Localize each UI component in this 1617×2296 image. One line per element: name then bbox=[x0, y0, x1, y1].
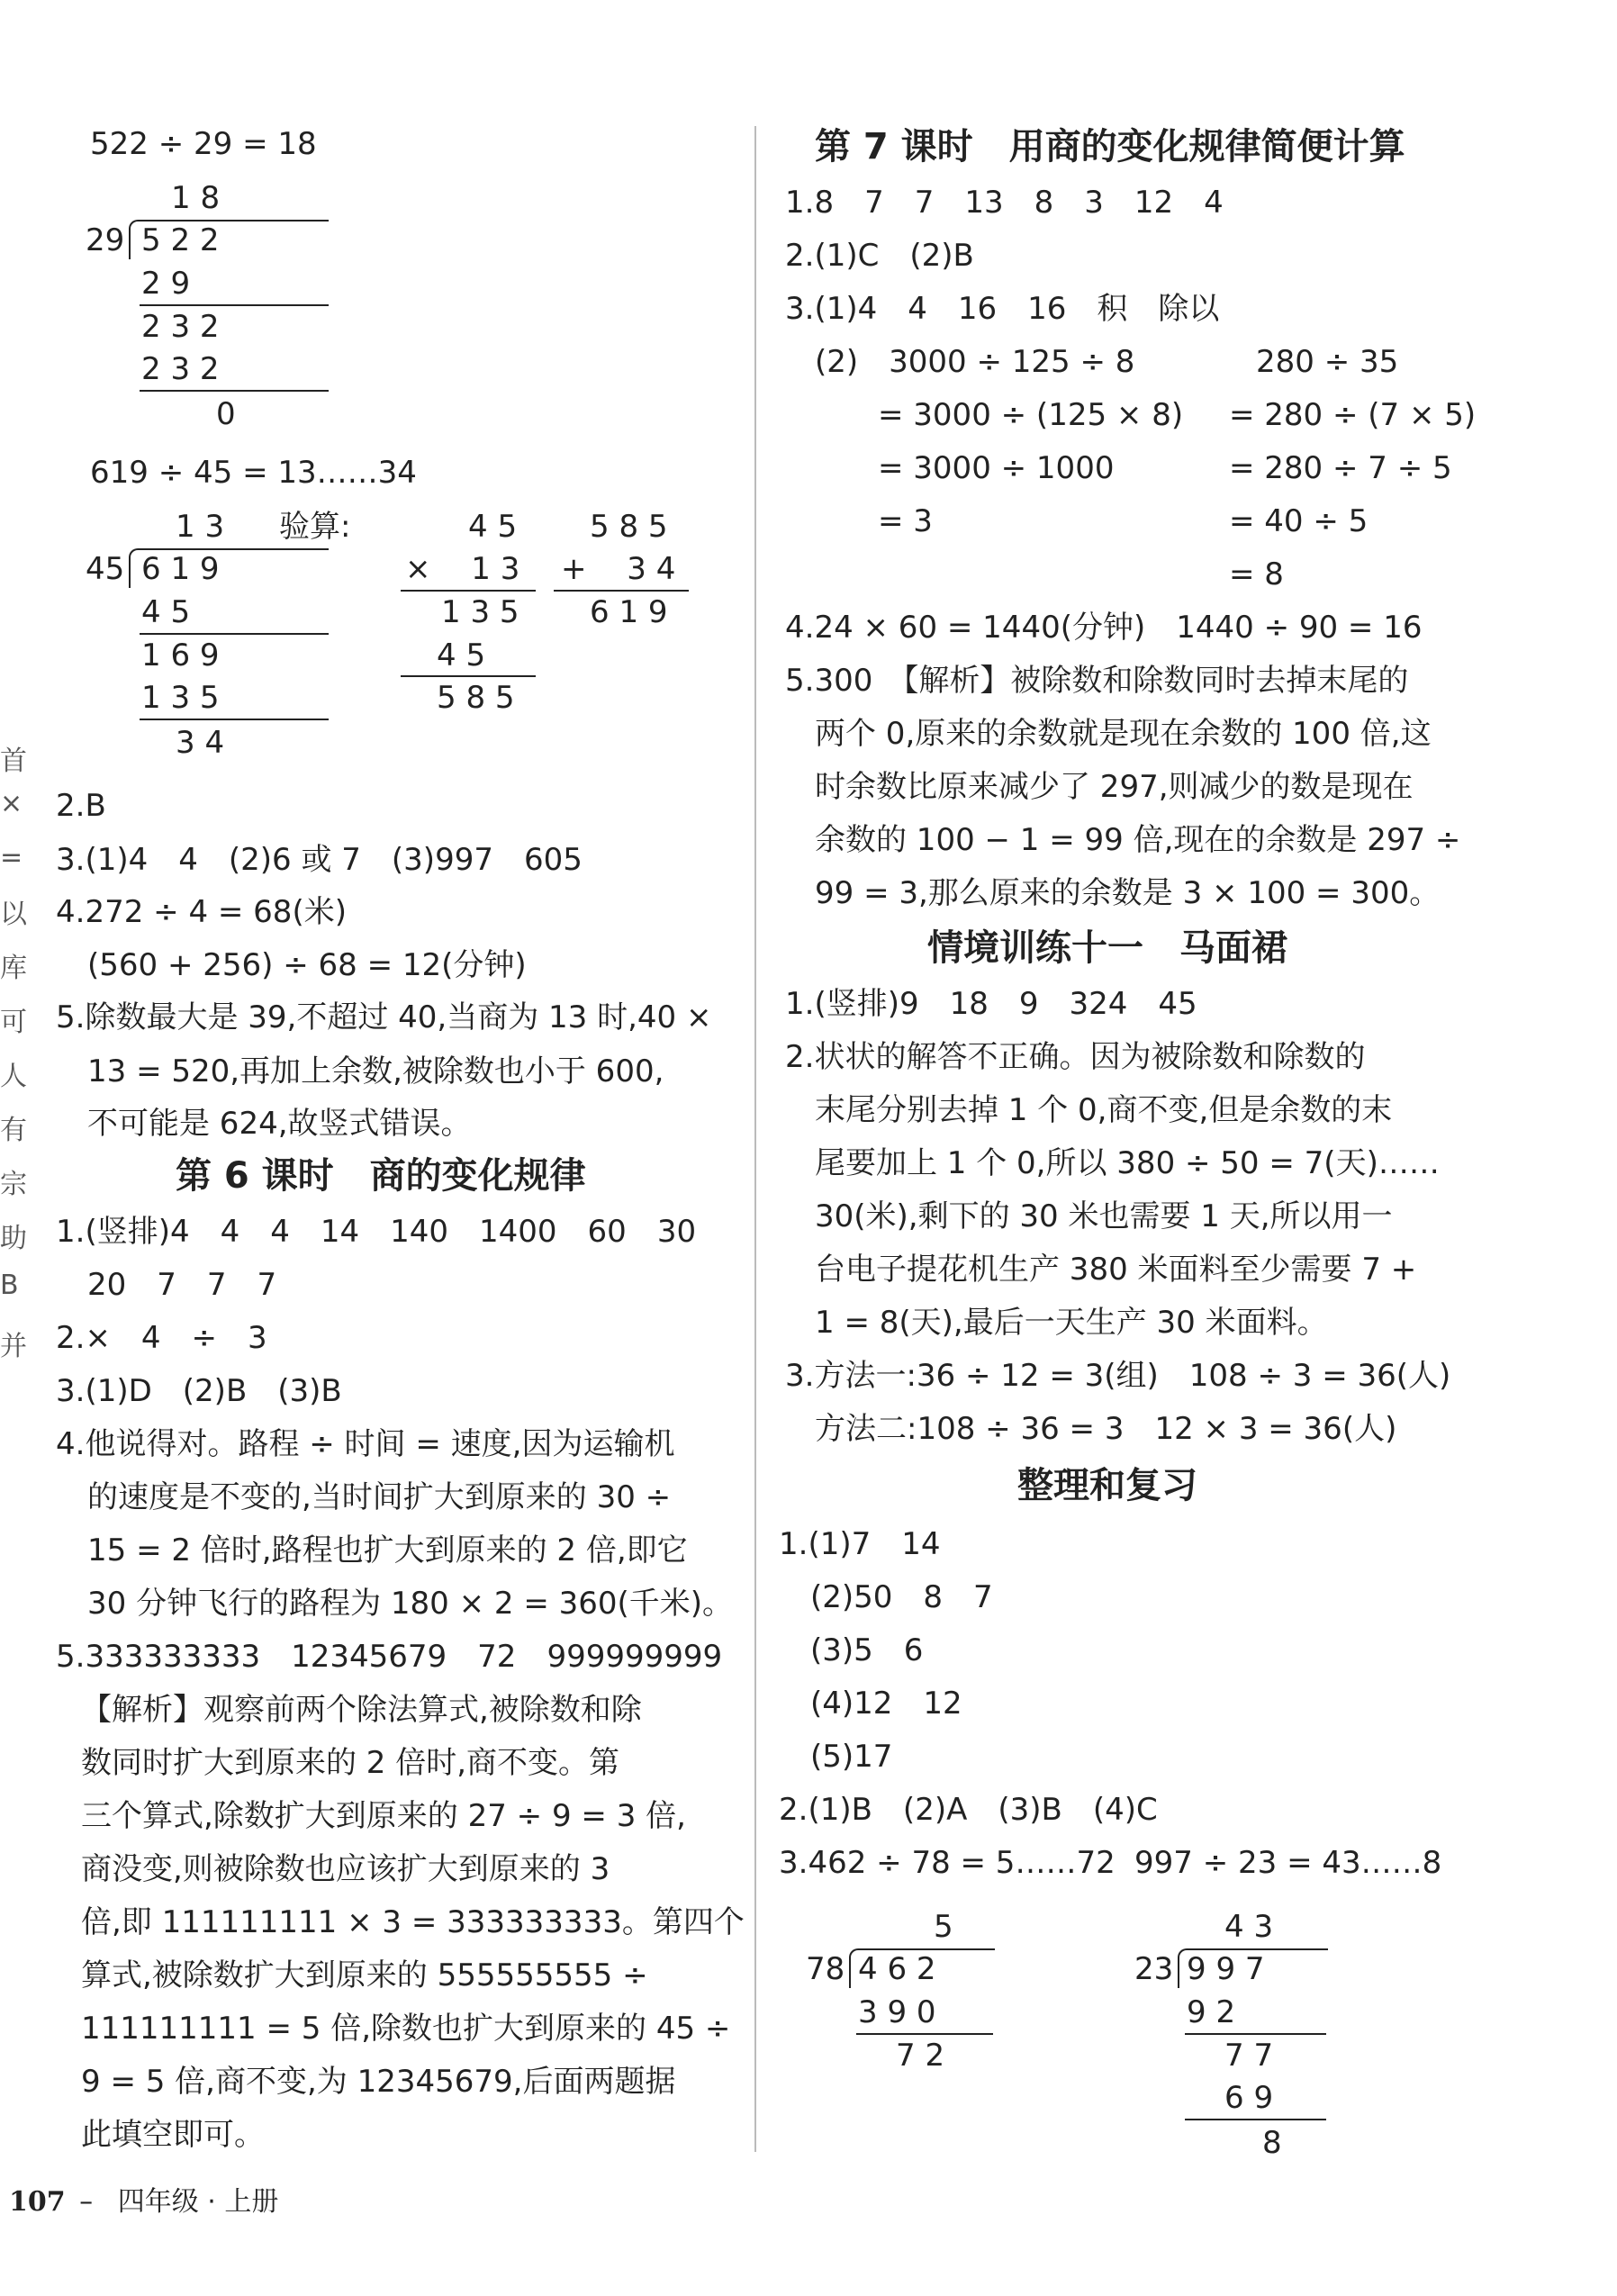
check-mult-row: 5 8 5 bbox=[437, 680, 515, 716]
divisor: 29 bbox=[86, 222, 125, 258]
calc-line: = 8 bbox=[1229, 556, 1284, 592]
step: 7 7 bbox=[1224, 2038, 1274, 2074]
answer-line: 此填空即可。 bbox=[81, 2117, 265, 2153]
check-rule bbox=[401, 590, 536, 592]
calc-line: = 3 bbox=[878, 503, 933, 539]
answer-line: 2.× 4 ÷ 3 bbox=[56, 1320, 267, 1356]
division-rule bbox=[140, 304, 329, 306]
calc-line: 280 ÷ 35 bbox=[1256, 344, 1399, 380]
edge-char: 以 bbox=[0, 899, 27, 930]
answer-line: 方法二:108 ÷ 36 = 3 12 × 3 = 36(人) bbox=[815, 1411, 1397, 1447]
answer-line: 末尾分别去掉 1 个 0,商不变,但是余数的末 bbox=[815, 1092, 1393, 1128]
division-rule bbox=[140, 719, 329, 720]
answer-line: (560 + 256) ÷ 68 = 12(分钟) bbox=[87, 947, 527, 983]
calc-line: = 3000 ÷ (125 × 8) bbox=[878, 397, 1184, 433]
answer-line: 三个算式,除数扩大到原来的 27 ÷ 9 = 3 倍, bbox=[81, 1798, 686, 1834]
dividend: 6 1 9 bbox=[141, 551, 220, 587]
answer-line: 3.方法一:36 ÷ 12 = 3(组) 108 ÷ 3 = 36(人) bbox=[785, 1358, 1451, 1394]
calc-line: = 3000 ÷ 1000 bbox=[878, 450, 1115, 486]
answer-line: (2)50 8 7 bbox=[810, 1579, 993, 1615]
answer-line: 5.333333333 12345679 72 999999999 bbox=[56, 1639, 723, 1675]
remainder: 8 bbox=[1262, 2125, 1282, 2161]
answer-line: 数同时扩大到原来的 2 倍时,商不变。第 bbox=[81, 1745, 620, 1781]
answer-line: (4)12 12 bbox=[810, 1686, 962, 1722]
answer-line: 3.462 ÷ 78 = 5……72 bbox=[779, 1845, 1116, 1881]
edge-char: B bbox=[0, 1270, 19, 1301]
dividend: 5 2 2 bbox=[141, 222, 220, 258]
answer-line: 5.300 【解析】被除数和除数同时去掉末尾的 bbox=[785, 663, 1409, 699]
check-label: 验算: bbox=[279, 509, 351, 545]
quotient: 1 8 bbox=[171, 180, 221, 216]
edge-char: 库 bbox=[0, 953, 27, 984]
edge-char: 助 bbox=[0, 1223, 27, 1254]
edge-char: 有 bbox=[0, 1115, 27, 1146]
check-mult-row: × 1 3 bbox=[405, 551, 520, 587]
edge-char: 人 bbox=[0, 1061, 27, 1092]
division-rule bbox=[1185, 2033, 1326, 2035]
answer-line: 2.(1)C (2)B bbox=[785, 238, 974, 274]
answer-line: 4.24 × 60 = 1440(分钟) 1440 ÷ 90 = 16 bbox=[785, 610, 1423, 646]
calc-line: = 40 ÷ 5 bbox=[1229, 503, 1369, 539]
edge-char: 宗 bbox=[0, 1169, 27, 1200]
quotient: 1 3 bbox=[176, 509, 225, 545]
grade-label: 四年级 · 上册 bbox=[117, 2186, 279, 2218]
step: 1 3 5 bbox=[141, 680, 220, 716]
answer-line: 算式,被除数扩大到原来的 555555555 ÷ bbox=[81, 1957, 648, 1993]
step: 1 6 9 bbox=[141, 637, 220, 673]
divisor: 23 bbox=[1134, 1951, 1174, 1987]
division-rule bbox=[1185, 2119, 1326, 2120]
edge-char: = bbox=[0, 842, 23, 873]
equation-619-div-45: 619 ÷ 45 = 13……34 bbox=[90, 455, 417, 491]
quotient: 5 bbox=[934, 1909, 953, 1945]
step: 9 2 bbox=[1187, 1994, 1236, 2030]
page-footer bbox=[9, 2186, 278, 2219]
divisor: 45 bbox=[86, 551, 125, 587]
answer-line: 时余数比原来减少了 297,则减少的数是现在 bbox=[815, 769, 1414, 805]
answer-line: 3.(1)D (2)B (3)B bbox=[56, 1373, 342, 1409]
answer-line: (3)5 6 bbox=[810, 1632, 924, 1668]
answer-line: 1 = 8(天),最后一天生产 30 米面料。 bbox=[815, 1305, 1328, 1341]
answer-line: 4.他说得对。路程 ÷ 时间 = 速度,因为运输机 bbox=[56, 1426, 675, 1462]
answer-line: 尾要加上 1 个 0,所以 380 ÷ 50 = 7(天)…… bbox=[815, 1145, 1440, 1181]
answer-line: 30 分钟飞行的路程为 180 × 2 = 360(千米)。 bbox=[87, 1586, 734, 1622]
step: 6 9 bbox=[1224, 2080, 1274, 2116]
long-division-462 bbox=[806, 1909, 1004, 2089]
remainder: 3 4 bbox=[176, 725, 225, 761]
check-add-row: 6 1 9 bbox=[590, 594, 668, 630]
step: 2 3 2 bbox=[141, 351, 220, 387]
answer-line: 111111111 = 5 倍,除数也扩大到原来的 45 ÷ bbox=[81, 2011, 731, 2047]
answer-line: 30(米),剩下的 30 米也需要 1 天,所以用一 bbox=[815, 1198, 1393, 1234]
check-add-row: + 3 4 bbox=[561, 551, 676, 587]
edge-char: 并 bbox=[0, 1331, 27, 1362]
answer-line: 13 = 520,再加上余数,被除数也小于 600, bbox=[87, 1053, 664, 1089]
long-division-619 bbox=[86, 509, 716, 770]
answer-line: 的速度是不变的,当时间扩大到原来的 30 ÷ bbox=[87, 1479, 672, 1515]
division-rule bbox=[140, 633, 329, 635]
answer-line: 9 = 5 倍,商不变,为 12345679,后面两题据 bbox=[81, 2064, 676, 2100]
step: 2 9 bbox=[141, 266, 191, 302]
check-rule bbox=[401, 675, 536, 677]
equation-522-div-29: 522 ÷ 29 = 18 bbox=[90, 126, 317, 162]
answer-line: 2.B bbox=[56, 788, 106, 824]
answer-line: 2.状状的解答不正确。因为被除数和除数的 bbox=[785, 1039, 1366, 1075]
answer-line: 商没变,则被除数也应该扩大到原来的 3 bbox=[81, 1851, 610, 1887]
answer-line: 20 7 7 7 bbox=[87, 1267, 277, 1303]
column-divider bbox=[754, 126, 756, 2152]
dividend: 4 6 2 bbox=[858, 1951, 936, 1987]
answer-line: 余数的 100 − 1 = 99 倍,现在的余数是 297 ÷ bbox=[815, 822, 1461, 858]
check-mult-row: 1 3 5 bbox=[441, 594, 519, 630]
check-add-row: 5 8 5 bbox=[590, 509, 668, 545]
section-heading-lesson-7: 第 7 课时 用商的变化规律简便计算 bbox=[815, 126, 1405, 167]
footer-separator: – bbox=[79, 2186, 94, 2218]
long-division-997 bbox=[1134, 1909, 1332, 2161]
edge-char: 可 bbox=[0, 1007, 27, 1038]
step: 2 3 2 bbox=[141, 309, 220, 345]
step: 4 5 bbox=[141, 594, 191, 630]
answer-line: 不可能是 624,故竖式错误。 bbox=[87, 1106, 472, 1142]
calc-line: = 280 ÷ (7 × 5) bbox=[1229, 397, 1477, 433]
answer-line: 2.(1)B (2)A (3)B (4)C bbox=[779, 1792, 1158, 1828]
dividend: 9 9 7 bbox=[1187, 1951, 1265, 1987]
quotient: 4 3 bbox=[1224, 1909, 1274, 1945]
section-heading-review: 整理和复习 bbox=[1017, 1465, 1197, 1506]
answer-line: 1.(1)7 14 bbox=[779, 1526, 941, 1562]
answer-line: 4.272 ÷ 4 = 68(米) bbox=[56, 894, 347, 930]
answer-line: 【解析】观察前两个除法算式,被除数和除 bbox=[81, 1692, 642, 1728]
answer-line: 15 = 2 倍时,路程也扩大到原来的 2 倍,即它 bbox=[87, 1532, 688, 1568]
edge-char: 首 bbox=[0, 746, 27, 777]
division-rule bbox=[856, 2033, 993, 2035]
edge-char: × bbox=[0, 788, 23, 819]
check-mult-row: 4 5 bbox=[468, 509, 518, 545]
remainder: 0 bbox=[216, 396, 236, 432]
check-rule bbox=[554, 590, 689, 592]
answer-line: 997 ÷ 23 = 43……8 bbox=[1134, 1845, 1442, 1881]
step: 3 9 0 bbox=[858, 1994, 936, 2030]
answer-line: (5)17 bbox=[810, 1739, 893, 1775]
answer-line: 1.(竖排)9 18 9 324 45 bbox=[785, 986, 1197, 1022]
check-mult-row: 4 5 bbox=[437, 637, 486, 673]
answer-line: 3.(1)4 4 16 16 积 除以 bbox=[785, 291, 1220, 327]
page-number: 107 bbox=[9, 2186, 66, 2218]
calc-line: (2) 3000 ÷ 125 ÷ 8 bbox=[815, 344, 1135, 380]
division-rule bbox=[140, 390, 329, 392]
answer-line: 1.8 7 7 13 8 3 12 4 bbox=[785, 185, 1224, 221]
long-division-522 bbox=[86, 180, 266, 441]
answer-line: 台电子提花机生产 380 米面料至少需要 7 + bbox=[815, 1252, 1417, 1288]
divisor: 78 bbox=[806, 1951, 845, 1987]
remainder: 7 2 bbox=[896, 2038, 945, 2074]
answer-line: 5.除数最大是 39,不超过 40,当商为 13 时,40 × bbox=[56, 999, 712, 1035]
answer-line: 倍,即 111111111 × 3 = 333333333。第四个 bbox=[81, 1904, 745, 1940]
calc-line: = 280 ÷ 7 ÷ 5 bbox=[1229, 450, 1452, 486]
answer-line: 99 = 3,那么原来的余数是 3 × 100 = 300。 bbox=[815, 875, 1441, 911]
section-heading-training-11: 情境训练十一 马面裙 bbox=[927, 927, 1287, 969]
answer-line: 1.(竖排)4 4 4 14 140 1400 60 30 bbox=[56, 1214, 697, 1250]
section-heading-lesson-6: 第 6 课时 商的变化规律 bbox=[176, 1155, 586, 1197]
answer-line: 两个 0,原来的余数就是现在余数的 100 倍,这 bbox=[815, 716, 1432, 752]
answer-line: 3.(1)4 4 (2)6 或 7 (3)997 605 bbox=[56, 842, 583, 878]
